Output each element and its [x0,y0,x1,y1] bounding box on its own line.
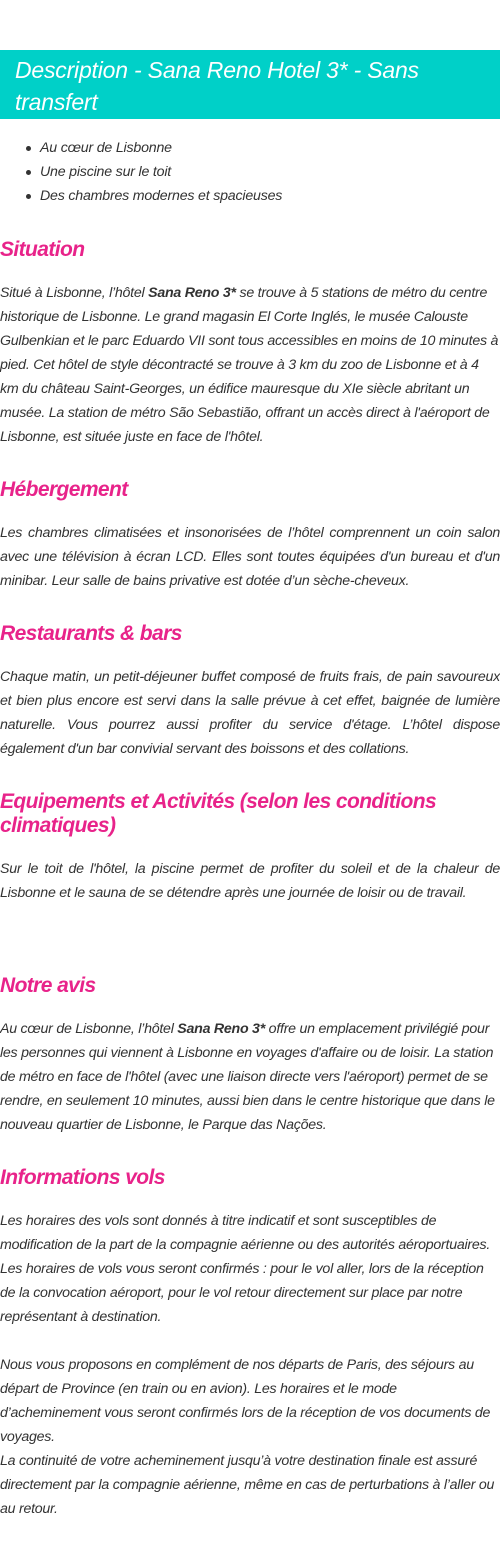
avis-text [0,1017,500,1137]
vols-paragraph: Les horaires des vols sont donnés à titre indicatif et sont susceptibles de modification de la part de la compagnie aérienne ou des autorités aéroportuaires. [0,1213,491,1253]
hotel-name: Sana Reno 3* [148,285,236,301]
situation-section [0,238,500,449]
equipements-text: Sur le toit de l'hôtel, la piscine permet de profiter du soleil et de la chaleur de Lisbonne et le sauna de se détendre après une journée de loisir ou de travail. [0,861,500,901]
vols-paragraph: Nous vous proposons en complément de nos départs de Paris, des séjours au départ de Province (en train ou en avion). Les horaires et le mode d’acheminement vous seront confirmés lors de la réception de vos documents de voyages. [0,1357,491,1445]
section-heading: Hébergement [0,478,128,501]
description-banner [0,50,500,119]
highlights-list [0,136,282,208]
avis-section [0,974,500,1137]
list-item: Des chambres modernes et spacieuses [40,184,282,208]
restaurants-section [0,622,500,761]
avis-text-start: Au cœur de Lisbonne, l’hôtel [0,1021,178,1037]
hebergement-text: Les chambres climatisées et insonorisées de l’hôtel comprennent un coin salon avec une télévision à écran LCD. Elles sont toutes équipées d'un bureau et d'un minibar. Leur salle de bains privative est dotée d’un sèche-cheveux. [0,525,500,589]
equipements-section [0,790,500,905]
restaurants-text: Chaque matin, un petit-déjeuner buffet composé de fruits frais, de pain savoureux et bien plus encore est servi dans la salle prévue à cet effet, baignée de lumière naturelle. Vous pourrez aussi profiter du service d'étage. L’hôtel dispose également d'un bar convivial servant des boissons et des collations. [0,669,500,757]
list-item: Une piscine sur le toit [40,160,282,184]
section-heading: Notre avis [0,974,96,997]
situation-text [0,281,500,449]
situation-text-start: Situé à Lisbonne, l’hôtel [0,285,149,301]
section-heading: Informations vols [0,1166,165,1189]
hebergement-section [0,478,500,593]
banner-title: Description - Sana Reno Hotel 3* - Sans transfert [15,57,419,115]
vols-section [0,1166,500,1521]
avis-text-end: offre un emplacement privilégié pour les personnes qui viennent à Lisbonne en voyages d'affaire ou de loisir. La station de métro en face de l'hôtel (avec une liaison directe vers l'aéroport) permet de se rendre, en seulement 10 minutes, aussi bien dans le centre historique que dans le nouveau quartier de Lisbonne, le Parque das Nações. [0,1021,495,1133]
vols-paragraph: Les horaires de vols vous seront confirmés : pour le vol aller, lors de la réception de la convocation aéroport, pour le vol retour directement sur place par notre représentant à destination. [0,1261,484,1325]
section-heading: Equipements et Activités (selon les conditions climatiques) [0,790,437,837]
vols-paragraph: La continuité de votre acheminement jusqu’à votre destination finale est assuré directement par la compagnie aérienne, même en cas de perturbations à l’aller ou au retour. [0,1453,495,1517]
situation-text-end: se trouve à 5 stations de métro du centre historique de Lisbonne. Le grand magasin El Corte Inglés, le musée Calouste Gulbenkian et le parc Eduardo VII sont tous accessibles en moins de 10 minutes à pied. Cet hôtel de style décontracté se trouve à 3 km du zoo de Lisbonne et à 4 km du château Saint-Georges, un édifice mauresque du XIe siècle abritant un musée. La station de métro São Sebastião, offrant un accès direct à l'aéroport de Lisbonne, est située juste en face de l'hôtel. [0,285,499,445]
section-heading: Situation [0,238,85,261]
list-item: Au cœur de Lisbonne [40,136,282,160]
hotel-name: Sana Reno 3* [177,1021,265,1037]
section-heading: Restaurants & bars [0,622,182,645]
